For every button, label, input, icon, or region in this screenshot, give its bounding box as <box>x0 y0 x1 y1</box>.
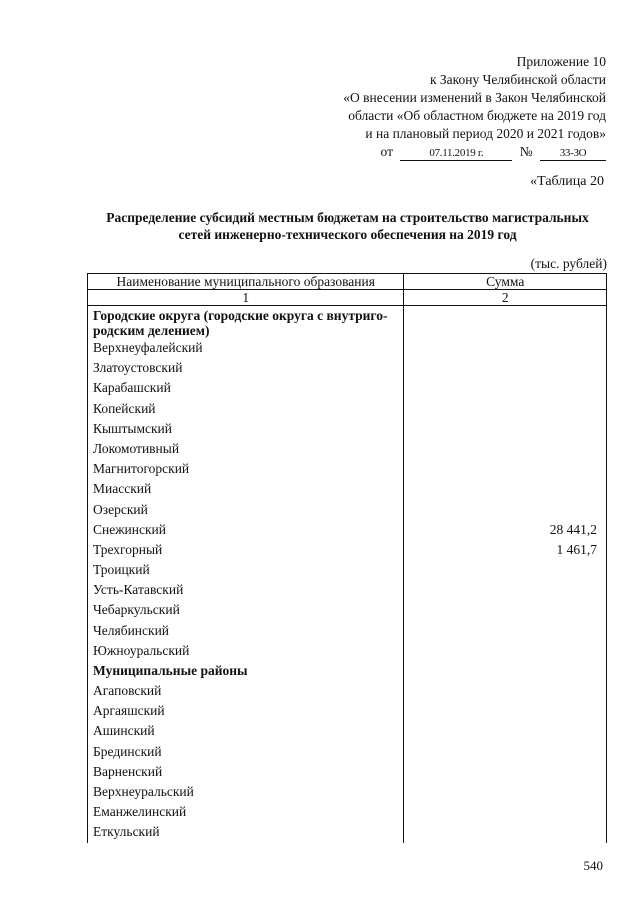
column-header-amount: Сумма <box>404 274 607 290</box>
column-number-row <box>88 290 607 306</box>
municipality-name: Озерский <box>88 500 404 520</box>
municipality-name: Кыштымский <box>88 419 404 439</box>
column-number-1: 1 <box>88 290 404 306</box>
municipality-name: Локомотивный <box>88 439 404 459</box>
municipality-name: Златоустовский <box>88 358 404 378</box>
municipality-name: Чебаркульский <box>88 600 404 620</box>
table-row <box>88 419 607 439</box>
municipality-name: Магнитогорский <box>88 459 404 479</box>
group-label-line-1: Городские округа (городские округа с внутриго- <box>93 308 388 323</box>
table-row <box>88 540 607 560</box>
municipality-name: Варненский <box>88 762 404 782</box>
table-row <box>88 621 607 641</box>
municipality-name: Аргаяшский <box>88 701 404 721</box>
subsidy-amount <box>404 742 607 762</box>
municipality-name: Челябинский <box>88 621 404 641</box>
page-number: 540 <box>583 858 603 873</box>
municipality-name: Еткульский <box>88 822 404 842</box>
group-row-urban-districts <box>88 306 607 339</box>
table-row <box>88 560 607 580</box>
table-row <box>88 439 607 459</box>
table-row <box>88 701 607 721</box>
municipality-name: Карабашский <box>88 378 404 398</box>
municipality-name: Усть-Катавский <box>88 580 404 600</box>
table-row <box>88 399 607 419</box>
subsidy-amount <box>404 500 607 520</box>
number-label: № <box>519 144 533 159</box>
subsidy-amount <box>404 641 607 661</box>
subsidy-amount <box>404 802 607 822</box>
group-label-line-2: родским делением) <box>93 323 210 338</box>
table-row <box>88 600 607 620</box>
table-row <box>88 721 607 741</box>
table-row <box>88 520 607 540</box>
subsidy-table <box>87 273 607 843</box>
subsidy-amount <box>404 762 607 782</box>
group-amount <box>404 306 607 339</box>
table-row <box>88 580 607 600</box>
subsidy-amount <box>404 721 607 741</box>
group-row-municipal-districts <box>88 661 607 681</box>
subsidy-amount: 28 441,2 <box>404 520 607 540</box>
table-header-row <box>88 274 607 290</box>
law-date: 07.11.2019 г. <box>400 146 512 161</box>
appendix-line: области «Об областном бюджете на 2019 год <box>348 108 606 123</box>
municipality-name: Копейский <box>88 399 404 419</box>
group-amount <box>404 661 607 681</box>
subsidy-amount <box>404 681 607 701</box>
heading-line-1: Распределение субсидий местным бюджетам на строительство магистральных <box>106 210 589 225</box>
table-row <box>88 762 607 782</box>
table-row <box>88 742 607 762</box>
appendix-header <box>343 53 606 161</box>
municipality-name: Верхнеуфалейский <box>88 338 404 358</box>
subsidy-amount <box>404 378 607 398</box>
column-number-2: 2 <box>404 290 607 306</box>
municipality-name: Агаповский <box>88 681 404 701</box>
subsidy-amount <box>404 338 607 358</box>
table-label: «Таблица 20 <box>530 174 604 189</box>
appendix-line: «О внесении изменений в Закон Челябинской <box>343 90 606 105</box>
subsidy-amount <box>404 399 607 419</box>
municipality-name: Южноуральский <box>88 641 404 661</box>
column-header-name: Наименование муниципального образования <box>88 274 404 290</box>
municipality-name: Миасский <box>88 479 404 499</box>
table-row <box>88 378 607 398</box>
subsidy-amount: 1 461,7 <box>404 540 607 560</box>
law-number: 33-ЗО <box>540 146 606 161</box>
table-row <box>88 338 607 358</box>
subsidy-amount <box>404 358 607 378</box>
municipality-name: Верхнеуральский <box>88 782 404 802</box>
table-row <box>88 782 607 802</box>
group-label: Муниципальные районы <box>88 661 404 681</box>
table-row <box>88 641 607 661</box>
subsidy-amount <box>404 822 607 842</box>
municipality-name: Троицкий <box>88 560 404 580</box>
subsidy-amount <box>404 701 607 721</box>
law-signature-line <box>343 143 606 161</box>
municipality-name: Трехгорный <box>88 540 404 560</box>
table-row <box>88 681 607 701</box>
subsidy-amount <box>404 621 607 641</box>
from-label: от <box>380 144 393 159</box>
municipality-name: Брединский <box>88 742 404 762</box>
appendix-line: к Закону Челябинской области <box>429 72 606 87</box>
subsidy-amount <box>404 439 607 459</box>
subsidy-amount <box>404 419 607 439</box>
appendix-line: и на плановый период 2020 и 2021 годов» <box>365 126 606 141</box>
municipality-name: Ашинский <box>88 721 404 741</box>
document-heading <box>60 209 635 243</box>
subsidy-amount <box>404 600 607 620</box>
table-row <box>88 479 607 499</box>
municipality-name: Еманжелинский <box>88 802 404 822</box>
subsidy-amount <box>404 560 607 580</box>
subsidy-amount <box>404 479 607 499</box>
table-row <box>88 802 607 822</box>
municipality-name: Снежинский <box>88 520 404 540</box>
heading-line-2: сетей инженерно-технического обеспечения на 2019 год <box>178 227 517 242</box>
table-row <box>88 358 607 378</box>
subsidy-amount <box>404 459 607 479</box>
table-row <box>88 500 607 520</box>
subsidy-amount <box>404 782 607 802</box>
subsidy-amount <box>404 580 607 600</box>
units-note: (тыс. рублей) <box>530 256 607 271</box>
appendix-line: Приложение 10 <box>516 54 606 69</box>
table-row <box>88 822 607 842</box>
group-label <box>88 306 404 339</box>
table-row <box>88 459 607 479</box>
